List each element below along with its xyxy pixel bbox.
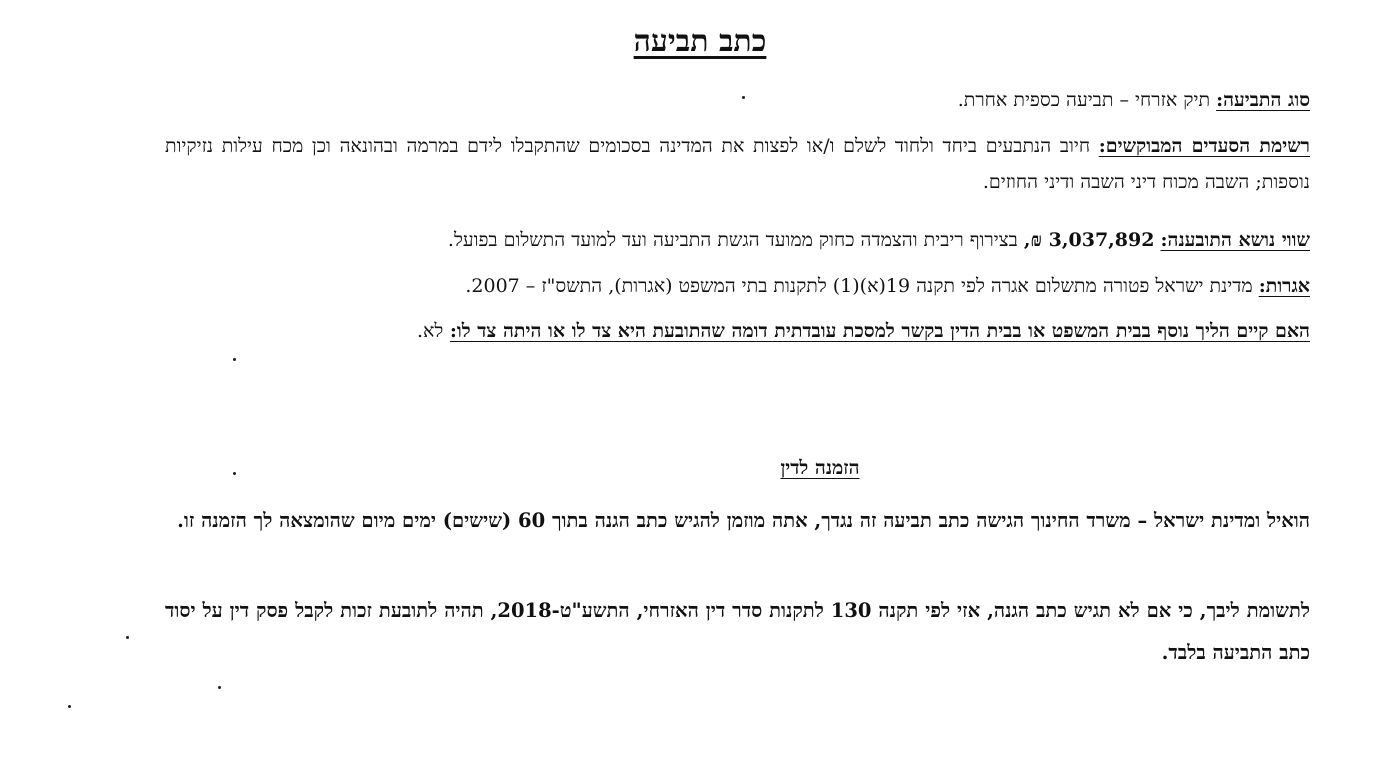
summons-paragraph-2: לתשומת ליבך, כי אם לא תגיש כתב הגנה, אזי לפי תקנה 130 לתקנות סדר דין האזרחי, התשע"ט-2018, תהיה לתובעת זכות לקבל פסק דין על יסוד כתב התביעה בלבד. <box>165 599 1310 664</box>
claim-type-value: תיק אזרחי – תביעה כספית אחרת. <box>957 89 1211 111</box>
claim-type-line <box>165 82 1310 118</box>
summons-title: הזמנה לדין <box>780 457 860 479</box>
remedies-label: רשימת הסעדים המבוקשים: <box>1098 135 1310 157</box>
fees-value: מדינת ישראל פטורה מתשלום אגרה לפי תקנה 19(א)(1) לתקנות בתי המשפט (אגרות), התשס"ז – 2007. <box>465 275 1253 297</box>
scan-speck <box>233 358 236 361</box>
fees-line <box>165 268 1310 304</box>
claim-type-label: סוג התביעה: <box>1216 89 1310 111</box>
scan-speck <box>126 636 129 639</box>
scan-speck <box>233 472 236 475</box>
scan-speck <box>68 705 71 708</box>
related-case-question: האם קיים הליך נוסף בבית המשפט או בבית הדין בקשר למסכת עובדתית דומה שהתובעת היא צד לו או היתה צד לו: <box>449 320 1310 342</box>
related-case-paragraph <box>165 313 1310 349</box>
fees-label: אגרות: <box>1258 275 1310 297</box>
remedies-paragraph <box>165 128 1310 200</box>
claim-value-amount: 3,037,892 ₪, <box>1023 229 1155 251</box>
claim-value-text: בצירוף ריבית והצמדה כחוק ממועד הגשת התביעה ועד למועד התשלום בפועל. <box>447 229 1018 251</box>
document-title: כתב תביעה <box>633 24 767 59</box>
scan-speck <box>218 686 221 689</box>
scan-speck <box>742 96 745 99</box>
claim-value-label: שווי נושא התובענה: <box>1160 229 1310 251</box>
claim-value-line <box>165 222 1310 258</box>
remedies-value: חיוב הנתבעים ביחד ולחוד לשלם ו/או לפצות את המדינה בסכומים שהתקבלו לידם במרמה ובהונאה וכן מכח עילות נזיקיות נוספות; השבה מכוח דיני השבה ודיני החוזים. <box>165 135 1310 193</box>
summons-paragraph-1: הואיל ומדינת ישראל – משרד החינוך הגישה כתב תביעה זה נגדך, אתה מוזמן להגיש כתב הגנה בתוך 60 (שישים) ימים מיום שהומצאה לך הזמנה זו. <box>177 509 1310 532</box>
related-case-answer: לא. <box>416 320 444 342</box>
